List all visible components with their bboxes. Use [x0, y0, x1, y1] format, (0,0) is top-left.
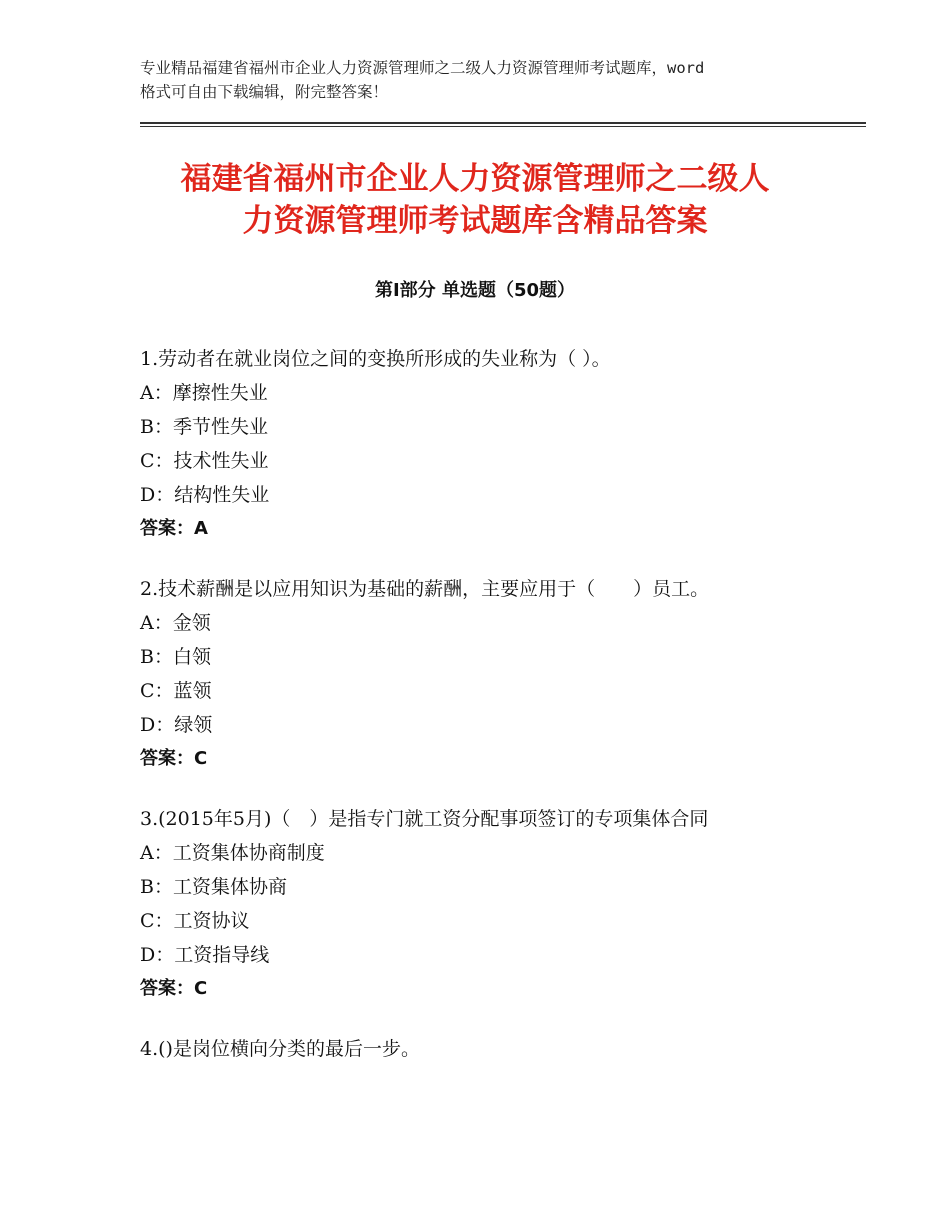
header-divider-thin: [140, 126, 866, 127]
header-divider: [140, 122, 866, 124]
header-note-line-2: 格式可自由下载编辑，附完整答案！: [140, 83, 389, 101]
option-d: D：工资指导线: [140, 944, 270, 966]
question-list: [140, 342, 860, 1092]
option-c: C：技术性失业: [140, 450, 269, 472]
option-a: A：工资集体协商制度: [140, 842, 325, 864]
question-4: [140, 1032, 860, 1066]
question-stem: 3.(2015年5月)（ ）是指专门就工资分配事项签订的专项集体合同: [140, 808, 709, 830]
document-title: [100, 158, 850, 242]
question-3: [140, 802, 860, 1006]
question-2: [140, 572, 860, 776]
answer: 答案：C: [140, 748, 208, 769]
question-stem: 4.()是岗位横向分类的最后一步。: [140, 1038, 420, 1060]
option-c: C：蓝领: [140, 680, 212, 702]
header-note-line-1: 专业精品福建省福州市企业人力资源管理师之二级人力资源管理师考试题库，word: [140, 59, 705, 77]
option-b: B：白领: [140, 646, 211, 668]
answer: 答案：A: [140, 518, 208, 539]
question-1: [140, 342, 860, 546]
option-a: A：金领: [140, 612, 211, 634]
question-stem: 2.技术薪酬是以应用知识为基础的薪酬，主要应用于（ ）员工。: [140, 578, 710, 600]
document-title-line-1: 福建省福州市企业人力资源管理师之二级人: [180, 161, 770, 197]
section-title: 第Ⅰ部分 单选题（50题）: [374, 280, 575, 301]
document-title-line-2: 力资源管理师考试题库含精品答案: [242, 203, 708, 239]
option-d: D：结构性失业: [140, 484, 270, 506]
question-stem: 1.劳动者在就业岗位之间的变换所形成的失业称为（ ）。: [140, 348, 611, 370]
option-b: B：工资集体协商: [140, 876, 287, 898]
answer: 答案：C: [140, 978, 208, 999]
option-c: C：工资协议: [140, 910, 250, 932]
option-d: D：绿领: [140, 714, 213, 736]
option-b: B：季节性失业: [140, 416, 268, 438]
header-note: [140, 56, 840, 104]
option-a: A：摩擦性失业: [140, 382, 268, 404]
